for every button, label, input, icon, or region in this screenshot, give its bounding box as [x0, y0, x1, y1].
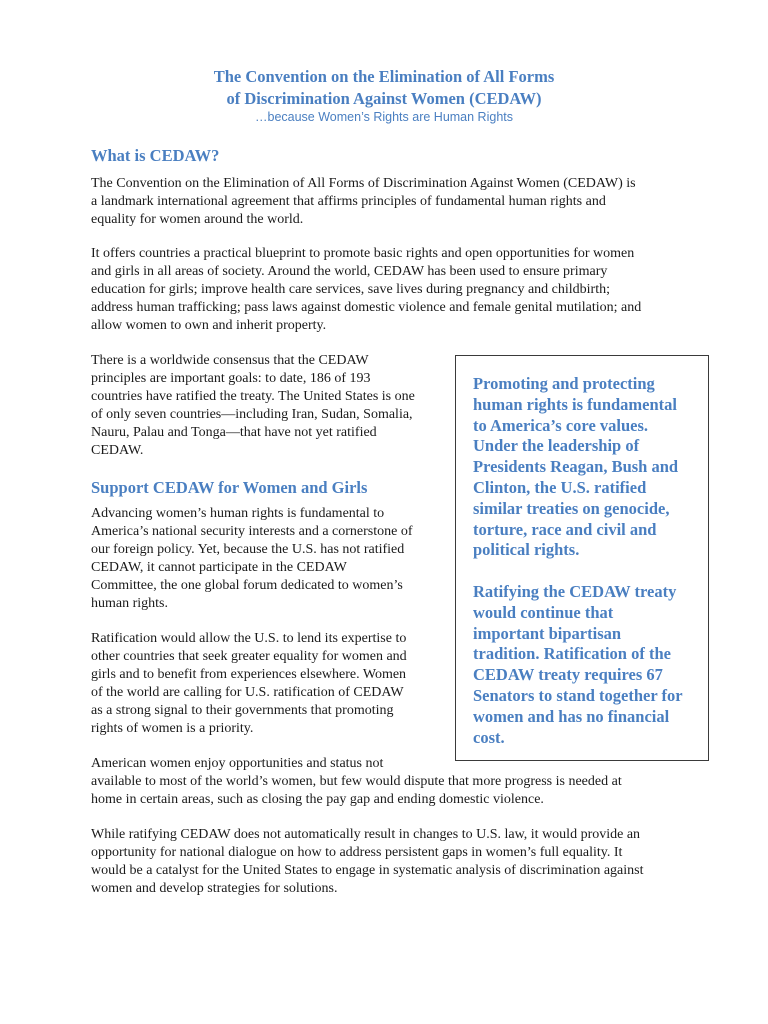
document-title-line-1: The Convention on the Elimination of All Forms	[213, 67, 555, 86]
callout-line: women and has no financial	[473, 706, 670, 726]
section-heading-what-is-cedaw: What is CEDAW?	[91, 146, 220, 165]
text-line: opportunity for national dialogue on how to address persistent gaps in women’s full equality. It	[91, 845, 623, 860]
callout-line: CEDAW treaty requires 67	[473, 665, 663, 685]
callout-line: Promoting and protecting	[473, 374, 655, 393]
text-line: Committee, the one global forum dedicated to women’s	[91, 578, 403, 593]
callout-line: Clinton, the U.S. ratified	[473, 477, 647, 497]
callout-line: would continue that	[473, 602, 614, 622]
paragraph-american-women	[91, 755, 622, 809]
callout-line: Presidents Reagan, Bush and	[473, 457, 679, 477]
text-line: women and develop strategies for solutions.	[91, 881, 338, 896]
text-line: our foreign policy. Yet, because the U.S. has not ratified	[91, 542, 405, 557]
text-line: America’s national security interests and a cornerstone of	[91, 524, 413, 539]
callout-line: important bipartisan	[473, 623, 622, 643]
text-line: While ratifying CEDAW does not automatically result in changes to U.S. law, it would provide an	[91, 827, 641, 842]
text-line: Nauru, Palau and Tonga—that have not yet ratified	[91, 425, 377, 440]
text-line: of only seven countries—including Iran, Sudan, Somalia,	[91, 407, 413, 422]
text-line: rights of women is a priority.	[91, 721, 254, 736]
text-line: equality for women around the world.	[91, 212, 304, 227]
callout-line: similar treaties on genocide,	[473, 498, 670, 518]
document-title-line-2: of Discrimination Against Women (CEDAW)	[226, 89, 542, 108]
text-line: education for girls; improve health care services, save lives during pregnancy and childbirth;	[91, 282, 610, 297]
text-line: address human trafficking; pass laws against domestic violence and female genital mutilation; and	[91, 300, 642, 315]
paragraph-cedaw-blueprint	[91, 245, 641, 335]
text-line: and girls in all areas of society. Around the world, CEDAW has been used to ensure primary	[91, 264, 608, 279]
callout-line: tradition. Ratification of the	[473, 644, 671, 664]
callout-line: Under the leadership of	[473, 436, 640, 456]
paragraph-advancing-rights	[91, 505, 413, 613]
text-line: available to most of the world’s women, but few would dispute that more progress is needed at	[91, 774, 622, 789]
text-line: countries have ratified the treaty. The United States is one	[91, 389, 415, 404]
text-line: a landmark international agreement that affirms principles of fundamental human rights and	[91, 194, 606, 209]
text-line: principles are important goals: to date, 186 of 193	[91, 371, 371, 386]
callout-line: Ratifying the CEDAW treaty	[473, 582, 677, 601]
paragraph-ratification-expertise	[91, 630, 407, 738]
text-line: Ratification would allow the U.S. to lend its expertise to	[91, 631, 407, 646]
callout-line: torture, race and civil and	[473, 519, 657, 539]
text-line: home in certain areas, such as closing the pay gap and ending domestic violence.	[91, 792, 544, 807]
text-line: of the world are calling for U.S. ratification of CEDAW	[91, 685, 404, 700]
text-line: CEDAW.	[91, 443, 144, 458]
text-line: girls and to benefit from experiences elsewhere. Women	[91, 667, 407, 682]
document-subtitle: …because Women’s Rights are Human Rights	[255, 110, 513, 124]
paragraph-national-dialogue	[91, 826, 643, 898]
text-line: American women enjoy opportunities and status not	[91, 756, 384, 771]
callout-line: human rights is fundamental	[473, 394, 678, 414]
paragraph-worldwide-consensus	[91, 352, 415, 460]
paragraph-cedaw-definition	[91, 175, 636, 229]
callout-line: to America’s core values.	[473, 415, 649, 435]
text-line: would be a catalyst for the United States to engage in systematic analysis of discrimination against	[91, 863, 644, 878]
text-line: It offers countries a practical blueprint to promote basic rights and open opportunities for women	[91, 246, 635, 261]
text-line: allow women to own and inherit property.	[91, 318, 327, 333]
text-line: other countries that seek greater equality for women and	[91, 649, 407, 664]
text-line: The Convention on the Elimination of All Forms of Discrimination Against Women (CEDAW) is	[91, 176, 636, 191]
callout-paragraph-human-rights	[473, 374, 678, 561]
text-line: There is a worldwide consensus that the CEDAW	[91, 353, 369, 368]
callout-line: political rights.	[473, 540, 580, 560]
callout-line: Senators to stand together for	[473, 685, 683, 705]
text-line: CEDAW, it cannot participate in the CEDAW	[91, 560, 347, 575]
callout-paragraph-ratifying	[473, 582, 683, 748]
text-line: Advancing women’s human rights is fundamental to	[91, 506, 385, 521]
section-heading-support-cedaw: Support CEDAW for Women and Girls	[91, 478, 368, 497]
text-line: human rights.	[91, 596, 168, 611]
callout-line: cost.	[473, 727, 505, 747]
text-line: as a strong signal to their governments that promoting	[91, 703, 394, 718]
